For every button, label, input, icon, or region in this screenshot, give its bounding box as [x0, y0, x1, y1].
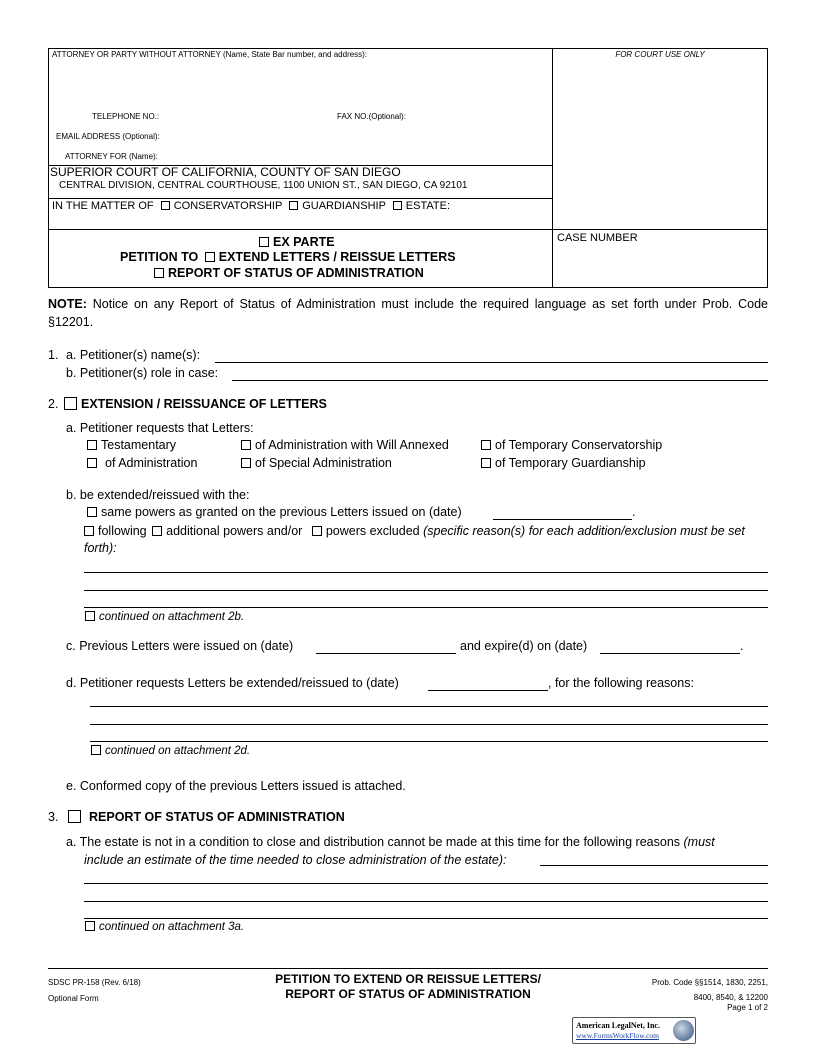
estate-label: ESTATE: — [405, 200, 451, 212]
administration-option — [87, 456, 197, 470]
court-address: CENTRAL DIVISION, CENTRAL COURTHOUSE, 1100 UNION ST., SAN DIEGO, CA 92101 — [59, 180, 468, 191]
ex-parte-checkbox[interactable] — [259, 237, 269, 247]
cont-2d-label: continued on attachment 2d. — [105, 745, 251, 757]
guardianship-checkbox[interactable] — [289, 201, 298, 210]
2d-line-3 — [90, 741, 768, 742]
special-admin-option — [241, 456, 392, 470]
same-powers-date-line — [493, 519, 632, 520]
3a-reasons-field[interactable] — [84, 852, 768, 917]
section1-number: 1. — [48, 348, 59, 362]
extend-letters-label: EXTEND LETTERS / REISSUE LETTERS — [218, 250, 456, 264]
same-powers-label: same powers as granted on the previous Letters issued on (date) — [101, 505, 462, 519]
conservatorship-label: CONSERVATORSHIP — [173, 200, 283, 212]
report-status-checkbox[interactable] — [154, 268, 164, 278]
optional-form: Optional Form — [48, 994, 99, 1003]
matter-label: IN THE MATTER OF — [52, 200, 154, 212]
admin-will-annexed-label: of Administration with Will Annexed — [255, 438, 449, 452]
extension-checkbox[interactable] — [64, 397, 77, 410]
attorney-for-label: ATTORNEY FOR (Name): — [65, 152, 158, 161]
temp-guardianship-option — [481, 456, 646, 470]
section3-title-row — [68, 810, 345, 824]
section2-title: EXTENSION / REISSUANCE OF LETTERS — [81, 397, 327, 411]
ex-parte-label: EX PARTE — [273, 235, 335, 249]
same-powers-row — [87, 505, 462, 519]
same-powers-checkbox[interactable] — [87, 507, 97, 517]
petitioner-role-line — [232, 380, 768, 381]
3a-label: a. The estate is not in a condition to close and distribution cannot be made at this time for the following reasons — [66, 835, 681, 849]
2b-label: b. be extended/reissued with the: — [66, 488, 250, 502]
estate-checkbox[interactable] — [393, 201, 402, 210]
special-admin-checkbox[interactable] — [241, 458, 251, 468]
note — [48, 295, 768, 331]
3a-line-3 — [84, 918, 768, 919]
temp-conservatorship-label: of Temporary Conservatorship — [495, 438, 663, 452]
email-label: EMAIL ADDRESS (Optional): — [56, 132, 160, 141]
2a-label: a. Petitioner requests that Letters: — [66, 421, 254, 435]
special-admin-label: of Special Administration — [255, 456, 392, 470]
cont-2d-row — [91, 745, 250, 757]
same-powers-date-field[interactable] — [493, 505, 632, 518]
logo-globe-icon — [673, 1020, 694, 1041]
following-powers-row — [84, 523, 768, 557]
petitioner-role-field[interactable] — [232, 364, 768, 379]
temp-guardianship-label: of Temporary Guardianship — [495, 456, 646, 470]
period: . — [632, 505, 636, 519]
email-field[interactable] — [162, 130, 542, 142]
prob-codes-1: Prob. Code §§1514, 1830, 2251, — [651, 978, 768, 987]
conservatorship-checkbox[interactable] — [161, 201, 170, 210]
court-name: SUPERIOR COURT OF CALIFORNIA, COUNTY OF SAN DIEGO — [50, 165, 401, 179]
testamentary-checkbox[interactable] — [87, 440, 97, 450]
footer-rule — [48, 968, 768, 969]
american-legalnet-logo[interactable] — [572, 1017, 696, 1044]
petitioner-name-line — [215, 362, 768, 363]
2d-date-field[interactable] — [428, 676, 548, 689]
note-label: NOTE: — [48, 297, 87, 311]
petitioner-role-label: b. Petitioner(s) role in case: — [66, 366, 219, 380]
2b-reasons-field[interactable] — [84, 557, 768, 607]
2c-issued-line — [316, 653, 456, 654]
cont-2b-checkbox[interactable] — [85, 611, 95, 621]
section2-number: 2. — [48, 397, 59, 411]
administration-label: of Administration — [105, 456, 198, 470]
following-checkbox[interactable] — [84, 526, 94, 536]
2e-label: e. Conformed copy of the previous Letters issued is attached. — [66, 779, 406, 793]
petitioner-name-label: a. Petitioner(s) name(s): — [66, 348, 201, 362]
administration-checkbox[interactable] — [87, 458, 97, 468]
period: . — [740, 639, 744, 653]
petitioner-name-field[interactable] — [215, 346, 768, 361]
3a-italic-2: include an estimate of the time needed to close administration of the estate): — [84, 853, 507, 867]
attorney-name-address-field[interactable] — [55, 64, 545, 106]
footer-title-1: PETITION TO EXTEND OR REISSUE LETTERS/ — [275, 972, 541, 986]
section3-title: REPORT OF STATUS OF ADMINISTRATION — [89, 810, 345, 824]
temp-conservatorship-option — [481, 438, 662, 452]
admin-will-annexed-option — [241, 438, 449, 452]
temp-guardianship-checkbox[interactable] — [481, 458, 491, 468]
form-number: SDSC PR-158 (Rev. 6/18) — [48, 978, 141, 987]
extend-letters-checkbox[interactable] — [205, 252, 215, 262]
additional-powers-label: additional powers and/or — [166, 524, 303, 538]
fax-label: FAX NO.(Optional): — [337, 112, 406, 121]
prob-codes-2: 8400, 8540, & 12200 — [693, 993, 768, 1002]
section3-number: 3. — [48, 810, 59, 824]
attorney-label: ATTORNEY OR PARTY WITHOUT ATTORNEY (Name, State Bar number, and address): — [52, 50, 368, 59]
2b-line-3 — [84, 607, 768, 608]
page-number: Page 1 of 2 — [727, 1003, 768, 1012]
specific-reason-text: (specific reason(s) for each addition/exclusion must be set forth): — [84, 524, 745, 555]
petition-to-row — [120, 250, 456, 264]
temp-conservatorship-checkbox[interactable] — [481, 440, 491, 450]
2d-reasons-label: , for the following reasons: — [548, 676, 694, 690]
2c-label: c. Previous Letters were issued on (date) — [66, 639, 294, 653]
2c-expire-date-field[interactable] — [600, 639, 740, 652]
attorney-for-field[interactable] — [162, 150, 542, 162]
testamentary-label: Testamentary — [101, 438, 177, 452]
petition-to-label: PETITION TO — [120, 250, 199, 264]
2c-expire-label: and expire(d) on (date) — [460, 639, 588, 653]
case-number-label: CASE NUMBER — [557, 232, 638, 244]
admin-will-annexed-checkbox[interactable] — [241, 440, 251, 450]
footer-title-2: REPORT OF STATUS OF ADMINISTRATION — [285, 987, 531, 1001]
matter-row — [52, 200, 450, 212]
cont-2d-checkbox[interactable] — [91, 745, 101, 755]
report-status-row — [154, 266, 424, 280]
telephone-label: TELEPHONE NO.: — [92, 112, 160, 121]
3a-italic-1: (must — [683, 835, 715, 849]
logo-url: www.FormsWorkFlow.com — [576, 1031, 660, 1040]
powers-excluded-label: powers excluded — [325, 524, 420, 538]
2c-expire-line — [600, 653, 740, 654]
report-status-section-checkbox[interactable] — [68, 810, 81, 823]
section2-title-row — [64, 397, 327, 411]
case-number-field[interactable] — [557, 248, 763, 284]
testamentary-option — [87, 438, 176, 452]
2c-issued-date-field[interactable] — [316, 639, 456, 652]
report-status-label: REPORT OF STATUS OF ADMINISTRATION — [168, 266, 424, 280]
cont-3a-checkbox[interactable] — [85, 921, 95, 931]
court-use-area — [556, 64, 764, 224]
ex-parte-row — [259, 235, 335, 249]
2d-date-line — [428, 690, 548, 691]
cont-2b-label: continued on attachment 2b. — [99, 611, 245, 623]
telephone-field[interactable] — [162, 110, 322, 122]
cont-3a-label: continued on attachment 3a. — [99, 921, 245, 933]
court-use-label: FOR COURT USE ONLY — [615, 50, 705, 59]
2d-reasons-field[interactable] — [90, 692, 768, 740]
additional-powers-checkbox[interactable] — [152, 526, 162, 536]
following-label: following — [98, 524, 147, 538]
note-text: Notice on any Report of Status of Administration must include the required language as set forth under Prob. Code §12201. — [48, 297, 768, 329]
cont-2b-row — [85, 611, 244, 623]
2d-label: d. Petitioner requests Letters be extended/reissued to (date) — [66, 676, 399, 690]
guardianship-label: GUARDIANSHIP — [302, 200, 386, 212]
fax-field[interactable] — [410, 110, 545, 122]
cont-3a-row — [85, 921, 244, 933]
logo-name: American LegalNet, Inc. — [576, 1021, 660, 1030]
powers-excluded-checkbox[interactable] — [312, 526, 322, 536]
